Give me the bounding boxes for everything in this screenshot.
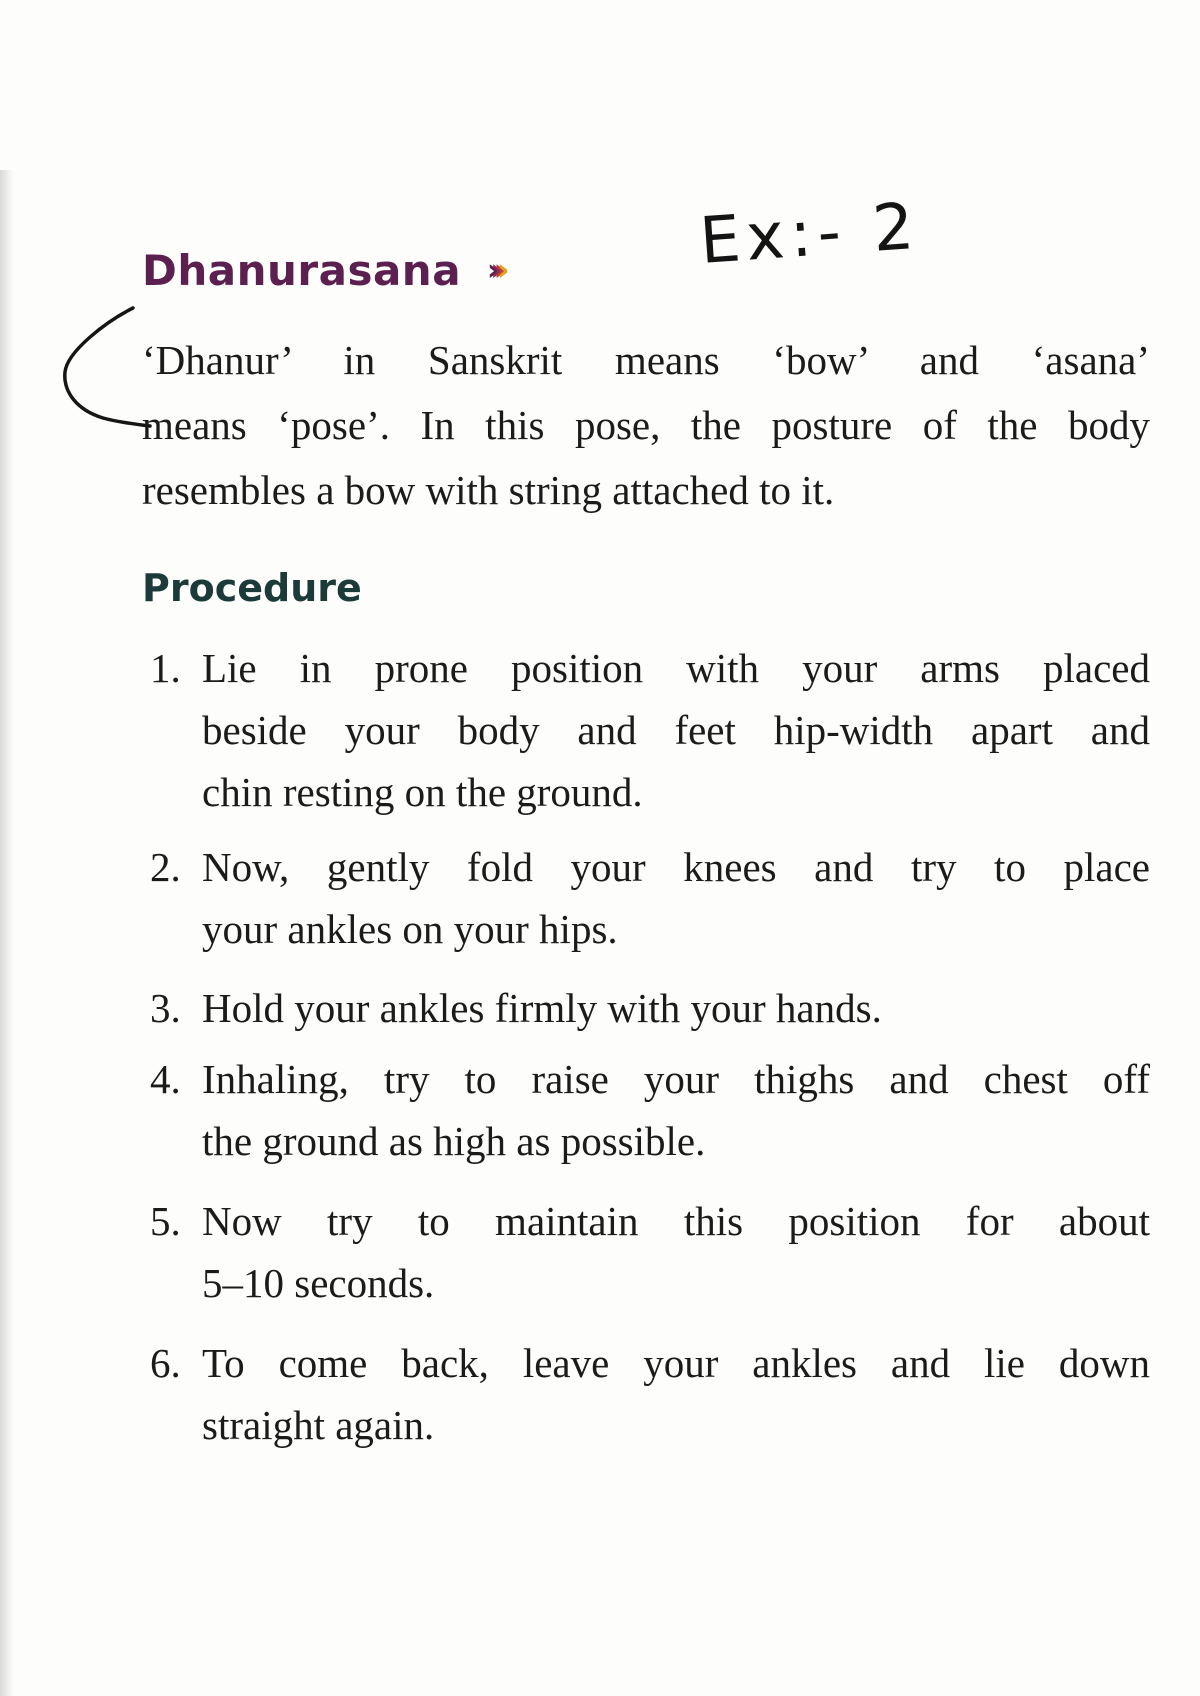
step-line: straight again. xyxy=(202,1402,435,1448)
intro-paragraph xyxy=(142,328,1150,523)
step-text xyxy=(202,1332,1150,1456)
step-number: 3. xyxy=(150,985,181,1031)
section-heading xyxy=(142,240,501,300)
page-edge-shadow xyxy=(0,170,14,1696)
intro-line: ‘Dhanur’ in Sanskrit means ‘bow’ and ‘asana’ xyxy=(142,337,1150,383)
intro-line: means ‘pose’. In this pose, the posture of the body xyxy=(142,402,1150,448)
step-line: Lie in prone position with your arms placed xyxy=(202,645,1150,691)
step-line: your ankles on your hips. xyxy=(202,906,618,952)
step-line: Now, gently fold your knees and try to place xyxy=(202,844,1150,890)
chevron-1: › xyxy=(487,252,491,288)
step-text xyxy=(202,836,1150,960)
step-line: Now try to maintain this position for about xyxy=(202,1198,1150,1244)
heading-title: Dhanurasana xyxy=(142,245,462,295)
step-text xyxy=(202,1190,1150,1314)
handwritten-bracket-mark xyxy=(55,300,155,440)
step-number: 2. xyxy=(150,844,181,890)
chevron-4: › xyxy=(497,252,501,288)
step-text xyxy=(202,637,1150,823)
step-line: the ground as high as possible. xyxy=(202,1118,706,1164)
step-line: beside your body and feet hip-width apart and xyxy=(202,707,1150,753)
step-number: 1. xyxy=(150,645,181,691)
triple-chevron-icon xyxy=(487,253,501,288)
step-text xyxy=(202,1048,1150,1172)
step-text xyxy=(202,977,1150,1039)
step-line: chin resting on the ground. xyxy=(202,769,643,815)
step-line: To come back, leave your ankles and lie down xyxy=(202,1340,1150,1386)
chevron-3: › xyxy=(493,252,498,288)
step-line: Hold your ankles firmly with your hands. xyxy=(202,985,882,1031)
step-line: 5–10 seconds. xyxy=(202,1260,435,1306)
chevron-2: › xyxy=(490,252,494,288)
step-line: Inhaling, try to raise your thighs and chest off xyxy=(202,1056,1150,1102)
handwritten-annotation: Ex:- 2 xyxy=(697,189,923,279)
procedure-heading: Procedure xyxy=(142,566,362,610)
intro-line: resembles a bow with string attached to it. xyxy=(142,467,835,513)
step-number: 4. xyxy=(150,1056,181,1102)
step-number: 6. xyxy=(150,1340,181,1386)
step-number: 5. xyxy=(150,1198,181,1244)
